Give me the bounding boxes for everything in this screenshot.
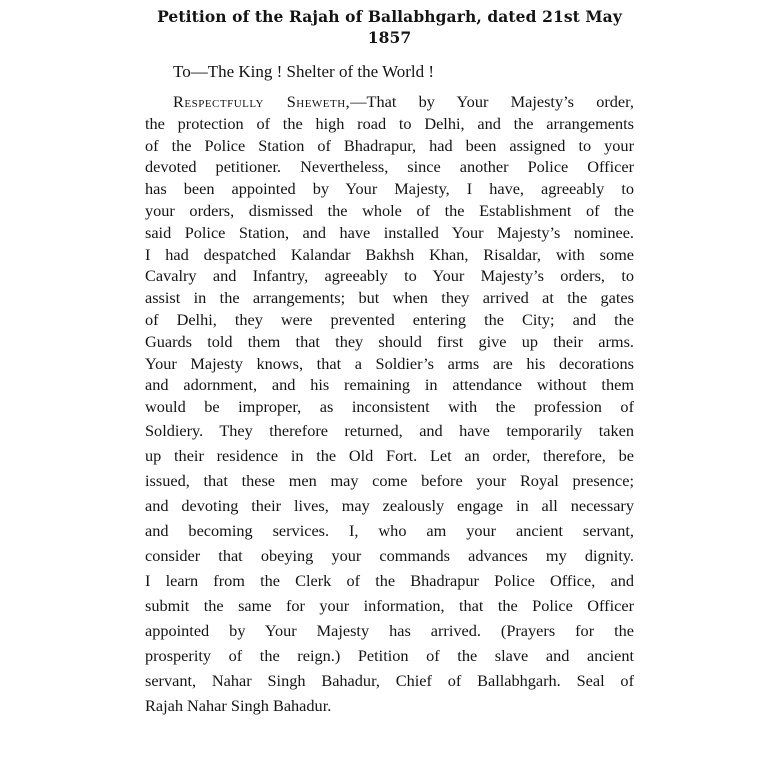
body-line: has been appointed by Your Majesty, I have, agreeably to (145, 179, 634, 199)
body-line: up their residence in the Old Fort. Let an order, therefore, be (145, 445, 634, 465)
body-line: the protection of the high road to Delhi, and the arrangements (145, 113, 634, 133)
body-line: of Delhi, they were prevented entering the City; and the (145, 309, 634, 329)
body-line: submit the same for your information, that the Police Officer (145, 595, 634, 615)
body-line: I had despatched Kalandar Bakhsh Khan, Risaldar, with some (145, 244, 634, 264)
body-line: appointed by Your Majesty has arrived. (Prayers for the (145, 620, 634, 640)
body-line: said Police Station, and have installed Your Majesty’s nominee. (145, 222, 634, 242)
body-line: and devoting their lives, may zealously engage in all necessary (145, 495, 634, 515)
body-line: assist in the arrangements; but when they arrived at the gates (145, 288, 634, 308)
salutation: To—The King ! Shelter of the World ! (173, 62, 435, 81)
title-line-2: 1857 (367, 28, 412, 47)
body-line: devoted petitioner. Nevertheless, since another Police Officer (145, 157, 634, 177)
body-line: prosperity of the reign.) Petition of the slave and ancient (145, 645, 634, 665)
body-line: and becoming services. I, who am your ancient servant, (145, 520, 634, 540)
body-line: issued, that these men may come before your Royal presence; (145, 470, 634, 490)
opening-smallcaps: Respectfully Sheweth, (173, 92, 351, 111)
body-line: your orders, dismissed the whole of the Establishment of the (145, 200, 634, 220)
body-line: Guards told them that they should first give up their arms. (145, 331, 634, 351)
body-line: and adornment, and his remaining in attendance without them (145, 375, 634, 395)
body-line: Cavalry and Infantry, agreeably to Your Majesty’s orders, to (145, 266, 634, 286)
document-title (145, 6, 634, 48)
body-line: would be improper, as inconsistent with the profession of (145, 397, 634, 417)
body-line: servant, Nahar Singh Bahadur, Chief of Ballabhgarh. Seal of (145, 670, 634, 690)
body-line: Your Majesty knows, that a Soldier’s arms are his decorations (145, 353, 634, 373)
body-line: Soldiery. They therefore returned, and have temporarily taken (145, 420, 634, 440)
body-line: I learn from the Clerk of the Bhadrapur Police Office, and (145, 570, 634, 590)
title-line-1: Petition of the Rajah of Ballabhgarh, dated 21st May (157, 7, 622, 26)
body-line: Respectfully Sheweth,—That by Your Majesty’s order, (173, 92, 634, 111)
body-line: consider that obeying your commands advances my dignity. (145, 545, 634, 565)
body-line: of the Police Station of Bhadrapur, had been assigned to your (145, 135, 634, 155)
petition-body (145, 91, 634, 718)
body-line: Rajah Nahar Singh Bahadur. (145, 695, 332, 715)
document-page (145, 6, 634, 718)
